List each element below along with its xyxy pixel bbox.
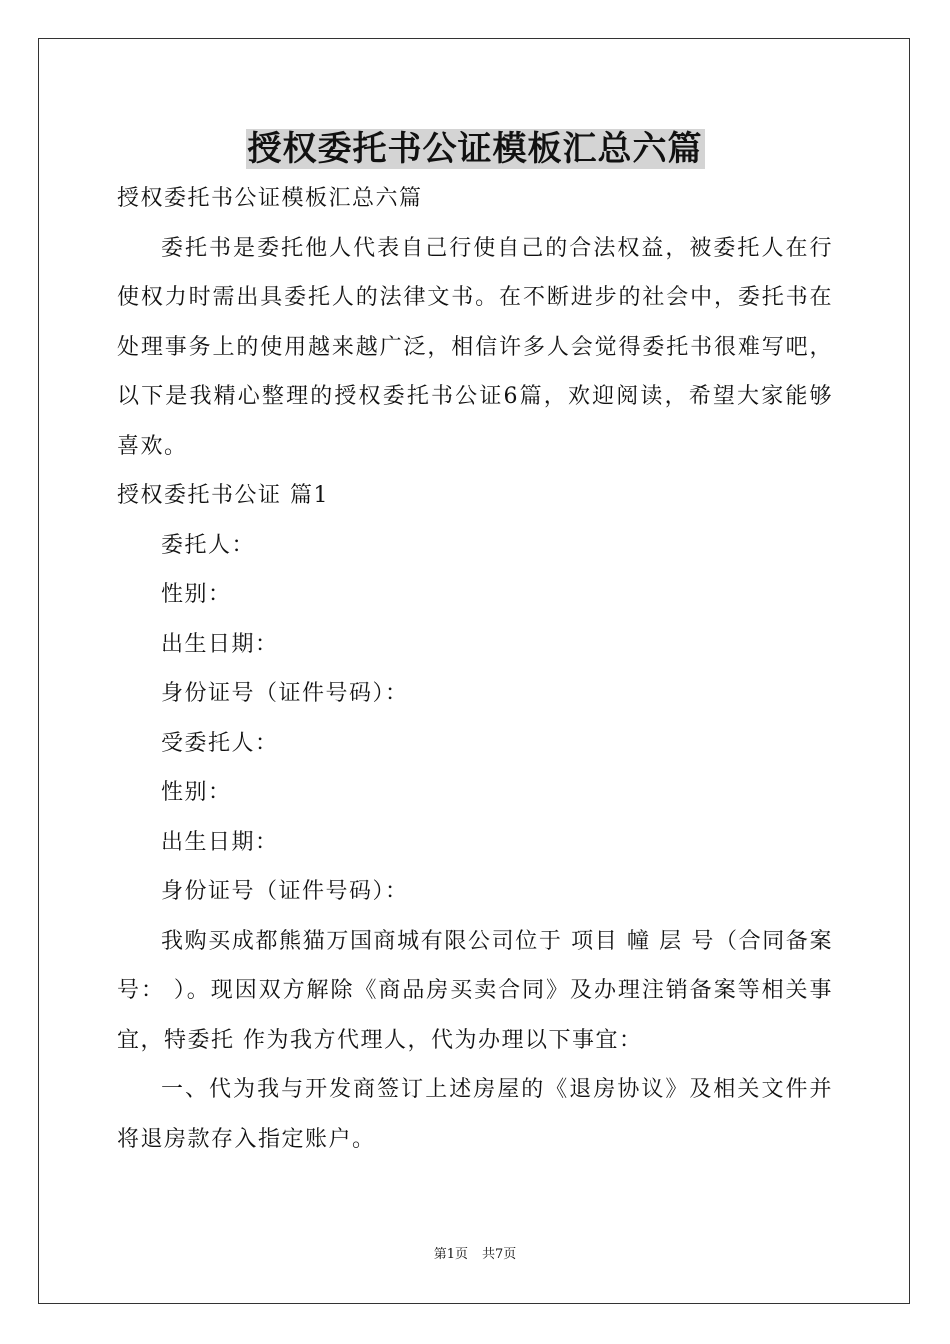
- field-agent-gender: 性别：: [161, 780, 232, 805]
- document-body: [117, 174, 833, 1164]
- field-principal-gender: 性别：: [161, 582, 232, 607]
- page-footer: [0, 1245, 950, 1265]
- page-number: 第1页: [433, 1247, 468, 1262]
- field-principal: 委托人：: [161, 532, 256, 558]
- main-paragraph: 我购买成都熊猫万国商城有限公司位于 项目 幢 层 号（合同备案号： ）。现因双方解除《商品房买卖合同》及办理注销备案等相关事宜，特委托 作为我方代理人，代为办理以下事宜：: [117, 928, 833, 1053]
- field-agent: 受委托人：: [161, 730, 279, 756]
- field-agent-id: 身份证号（证件号码）：: [161, 879, 409, 904]
- page-total: 共7页: [482, 1247, 517, 1262]
- item-one-paragraph: 一、代为我与开发商签订上述房屋的《退房协议》及相关文件并将退房款存入指定账户。: [117, 1077, 833, 1152]
- document-title: [0, 124, 950, 174]
- document-title-text: 授权委托书公证模板汇总六篇: [247, 129, 703, 169]
- field-principal-id: 身份证号（证件号码）：: [161, 681, 409, 706]
- field-principal-birthdate: 出生日期：: [161, 631, 279, 657]
- section-heading: 授权委托书公证 篇1: [117, 483, 329, 508]
- intro-paragraph: 委托书是委托他人代表自己行使自己的合法权益，被委托人在行使权力时需出具委托人的法律文书。在不断进步的社会中，委托书在处理事务上的使用越来越广泛，相信许多人会觉得委托书很难写吧，以下是我精心整理的授权委托书公证6篇，欢迎阅读，希望大家能够喜欢。: [117, 235, 833, 459]
- field-agent-birthdate: 出生日期：: [161, 829, 279, 855]
- document-subtitle: 授权委托书公证模板汇总六篇: [117, 186, 423, 211]
